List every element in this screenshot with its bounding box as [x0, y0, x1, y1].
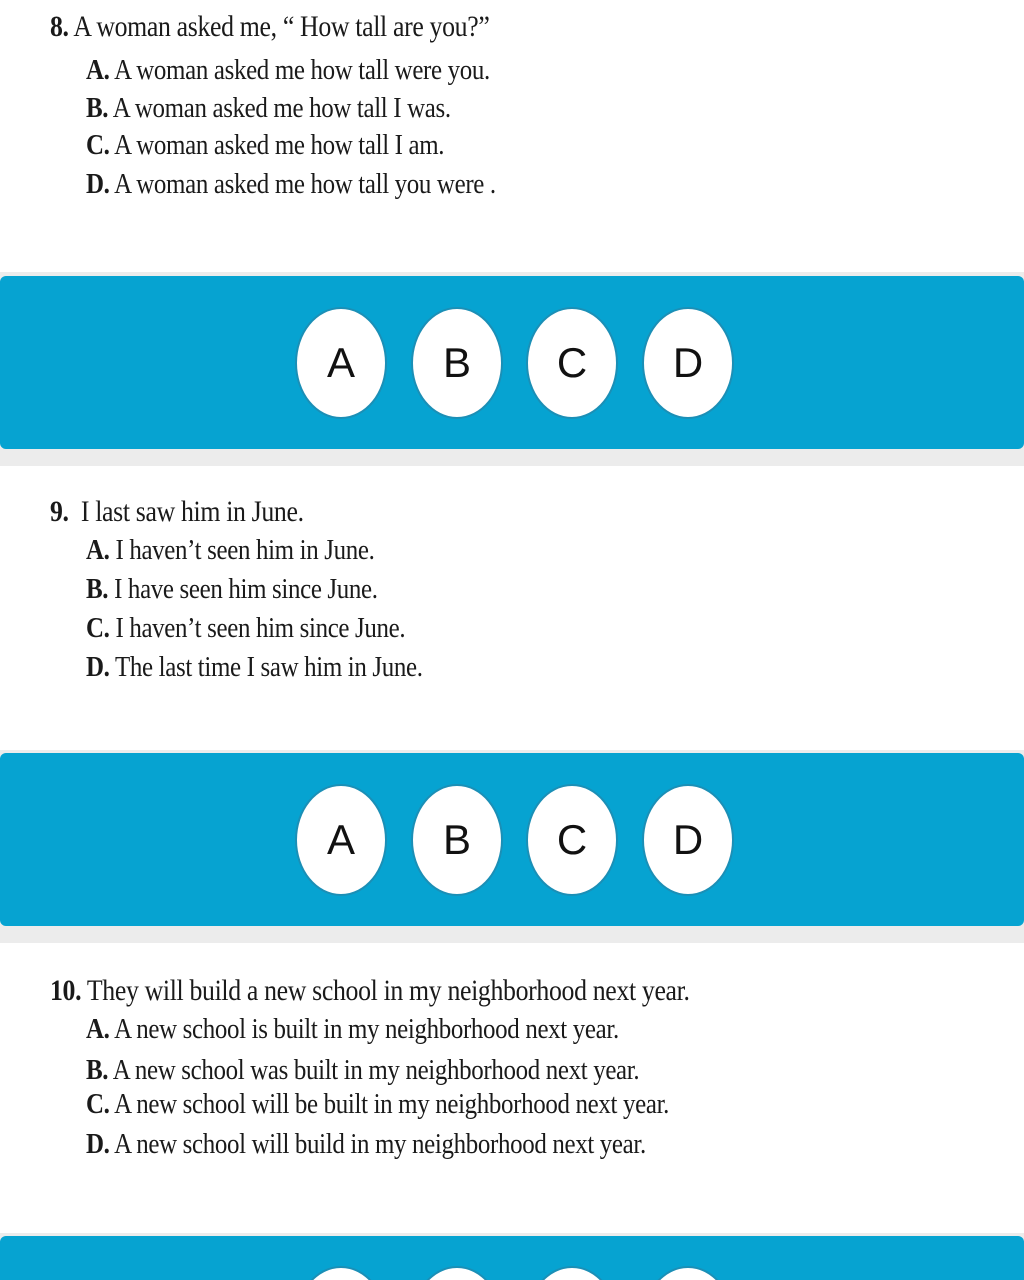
- option-b: [86, 91, 451, 125]
- question-prompt: [50, 10, 489, 44]
- option-letter: C.: [86, 129, 110, 161]
- option-letter: D.: [86, 1128, 110, 1160]
- answer-button-b[interactable]: B: [411, 784, 503, 896]
- option-text: The last time I saw him in June.: [115, 651, 423, 683]
- answer-button-d[interactable]: D: [642, 784, 734, 896]
- option-b: [86, 1053, 639, 1087]
- question-card-10: [0, 943, 1024, 1233]
- answer-band-10: [0, 1236, 1024, 1280]
- option-text: I haven’t seen him in June.: [115, 534, 375, 566]
- answer-button-d[interactable]: D: [642, 307, 734, 419]
- option-c: [86, 128, 444, 162]
- answer-button-a[interactable]: [295, 1266, 387, 1280]
- question-text: A woman asked me, “ How tall are you?”: [73, 10, 490, 43]
- option-a: [86, 53, 490, 87]
- option-c: [86, 611, 405, 645]
- question-card-8: [0, 0, 1024, 272]
- option-a: [86, 533, 374, 567]
- option-letter: A.: [86, 1013, 110, 1045]
- option-text: A woman asked me how tall were you.: [114, 54, 490, 86]
- answer-button-b[interactable]: B: [411, 307, 503, 419]
- question-number: 8.: [50, 10, 69, 43]
- answer-band-9: [0, 753, 1024, 926]
- option-letter: D.: [86, 168, 110, 200]
- answer-button-b[interactable]: [411, 1266, 503, 1280]
- option-text: A woman asked me how tall you were .: [114, 168, 496, 200]
- option-letter: B.: [86, 92, 109, 124]
- question-prompt: [50, 974, 690, 1008]
- option-text: A woman asked me how tall I was.: [112, 92, 451, 124]
- option-d: [86, 1127, 646, 1161]
- option-d: [86, 650, 423, 684]
- option-d: [86, 167, 496, 201]
- option-letter: B.: [86, 573, 109, 605]
- answer-band-8: [0, 276, 1024, 449]
- option-letter: A.: [86, 534, 110, 566]
- answer-button-c[interactable]: [526, 1266, 618, 1280]
- option-c: [86, 1087, 669, 1121]
- question-prompt: [50, 495, 304, 529]
- question-number: 9.: [50, 495, 69, 528]
- answer-button-a[interactable]: A: [295, 784, 387, 896]
- option-letter: D.: [86, 651, 110, 683]
- question-text: They will build a new school in my neighborhood next year.: [86, 974, 690, 1007]
- option-text: I haven’t seen him since June.: [115, 612, 406, 644]
- question-card-9: [0, 466, 1024, 750]
- question-number: 10.: [50, 974, 82, 1007]
- option-letter: A.: [86, 54, 110, 86]
- option-text: A new school is built in my neighborhood next year.: [114, 1013, 619, 1045]
- answer-button-a[interactable]: A: [295, 307, 387, 419]
- option-text: A woman asked me how tall I am.: [114, 129, 445, 161]
- answer-button-d[interactable]: [642, 1266, 734, 1280]
- answer-button-c[interactable]: C: [526, 784, 618, 896]
- option-letter: B.: [86, 1054, 109, 1086]
- option-text: A new school will build in my neighborhood next year.: [114, 1128, 646, 1160]
- option-a: [86, 1012, 619, 1046]
- option-text: A new school was built in my neighborhood next year.: [112, 1054, 640, 1086]
- option-text: A new school will be built in my neighborhood next year.: [114, 1088, 670, 1120]
- answer-button-c[interactable]: C: [526, 307, 618, 419]
- question-text: I last saw him in June.: [80, 495, 304, 528]
- option-text: I have seen him since June.: [114, 573, 378, 605]
- option-b: [86, 572, 378, 606]
- option-letter: C.: [86, 1088, 110, 1120]
- option-letter: C.: [86, 612, 110, 644]
